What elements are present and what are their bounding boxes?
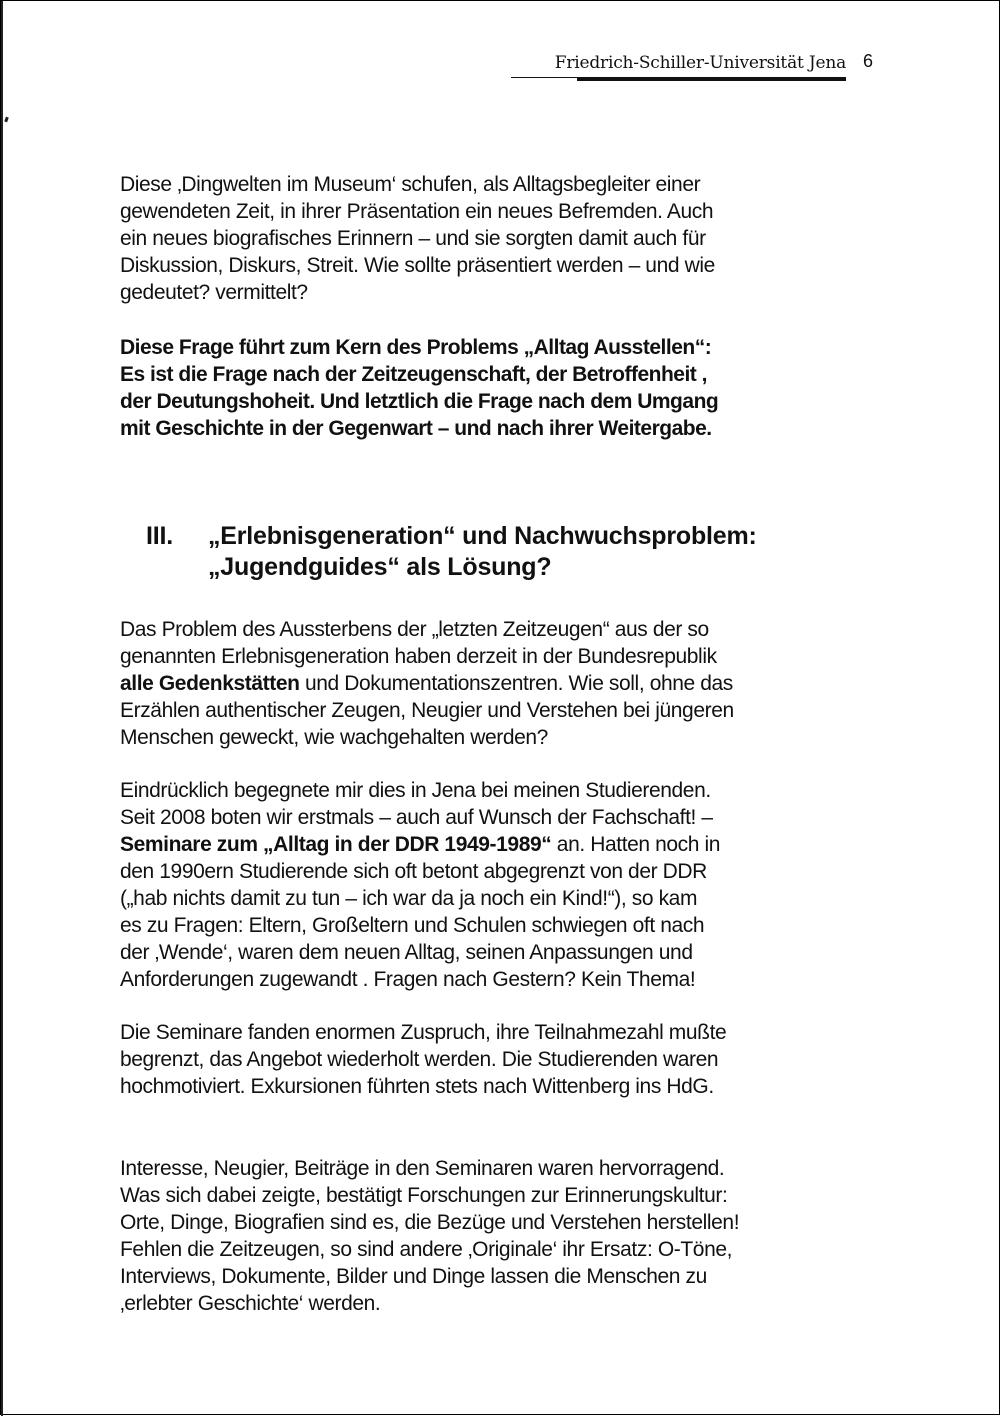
paragraph-zuspruch xyxy=(120,1019,860,1100)
text-line: („hab nichts damit zu tun – ich war da ja noch ein Kind!“), so kam xyxy=(120,887,698,910)
text-span: und Dokumentationszentren. Wie soll, ohne das xyxy=(299,672,733,695)
section-number: III. xyxy=(146,522,173,550)
text-line: hochmotiviert. Exkursionen führten stets nach Wittenberg ins HdG. xyxy=(120,1075,714,1098)
text-line: Diese Frage führt zum Kern des Problems „Alltag Ausstellen“: xyxy=(120,336,712,359)
paragraph-erinnerungskultur xyxy=(120,1155,860,1317)
text-line: den 1990ern Studierende sich oft betont abgegrenzt von der DDR xyxy=(120,860,707,883)
text-line: Was sich dabei zeigte, bestätigt Forschungen zur Erinnerungskultur: xyxy=(120,1184,728,1207)
scan-speck xyxy=(4,117,9,123)
emphasis: alle Gedenkstätten xyxy=(120,672,300,695)
paragraph-seminare xyxy=(120,777,860,993)
section-title-line: „Erlebnisgeneration“ und Nachwuchsproblem: xyxy=(208,522,757,550)
running-header xyxy=(511,51,846,81)
text-line: es zu Fragen: Eltern, Großeltern und Schulen schwiegen oft nach xyxy=(120,914,705,937)
text-span: an. Hatten noch in xyxy=(551,833,721,856)
text-line: Erzählen authentischer Zeugen, Neugier und Verstehen bei jüngeren xyxy=(120,699,734,722)
text-line: genannten Erlebnisgeneration haben derzeit in der Bundesrepublik xyxy=(120,645,717,668)
header-rule-bold xyxy=(577,77,846,81)
text-line: Seit 2008 boten wir erstmals – auch auf Wunsch der Fachschaft! – xyxy=(120,806,713,829)
text-line: Fehlen die Zeitzeugen, so sind andere ‚Originale‘ ihr Ersatz: O-Töne, xyxy=(120,1238,733,1261)
text-line: ‚erlebter Geschichte‘ werden. xyxy=(120,1292,381,1315)
text-line: begrenzt, das Angebot wiederholt werden. Die Studierenden waren xyxy=(120,1048,719,1071)
scan-edge xyxy=(1,1,3,1416)
text-line: Interviews, Dokumente, Bilder und Dinge lassen die Menschen zu xyxy=(120,1265,707,1288)
text-line: der ‚Wende‘, waren dem neuen Alltag, seinen Anpassungen und xyxy=(120,941,693,964)
text-line: Eindrücklich begegnete mir dies in Jena bei meinen Studierenden. xyxy=(120,779,711,802)
section-title xyxy=(208,521,757,583)
text-line: Menschen geweckt, wie wachgehalten werden? xyxy=(120,726,548,749)
text-line: Das Problem des Aussterbens der „letzten Zeitzeugen“ aus der so xyxy=(120,618,709,641)
text-line: Orte, Dinge, Biografien sind es, die Bezüge und Verstehen herstellen! xyxy=(120,1211,740,1234)
text-line: ein neues biografisches Erinnern – und sie sorgten damit auch für xyxy=(120,227,706,250)
emphasis: Seminare zum „Alltag in der DDR 1949-1989“ xyxy=(120,833,552,856)
paragraph-dingwelten xyxy=(120,171,860,306)
paragraph-key-question xyxy=(120,334,860,442)
text-line: Interesse, Neugier, Beiträge in den Seminaren waren hervorragend. xyxy=(120,1157,725,1180)
text-line xyxy=(120,670,860,697)
text-line: Die Seminare fanden enormen Zuspruch, ihre Teilnahmezahl mußte xyxy=(120,1021,727,1044)
text-line: gewendeten Zeit, in ihrer Präsentation ein neues Befremden. Auch xyxy=(120,200,714,223)
text-line: gedeutet? vermittelt? xyxy=(120,281,308,304)
paragraph-zeitzeugen xyxy=(120,616,860,751)
running-title: Friedrich-Schiller-Universität Jena xyxy=(554,53,846,73)
text-line: der Deutungshoheit. Und letztlich die Frage nach dem Umgang xyxy=(120,390,719,413)
text-line: Diskussion, Diskurs, Streit. Wie sollte präsentiert werden – und wie xyxy=(120,254,715,277)
page-number: 6 xyxy=(863,51,874,71)
text-line: Es ist die Frage nach der Zeitzeugenschaft, der Betroffenheit , xyxy=(120,363,707,386)
text-line xyxy=(120,831,860,858)
text-line: mit Geschichte in der Gegenwart – und nach ihrer Weitergabe. xyxy=(120,417,712,440)
text-line: Anforderungen zugewandt . Fragen nach Gestern? Kein Thema! xyxy=(120,968,696,991)
text-line: Diese ‚Dingwelten im Museum‘ schufen, als Alltagsbegleiter einer xyxy=(120,173,701,196)
section-title-line: „Jugendguides“ als Lösung? xyxy=(208,553,552,581)
